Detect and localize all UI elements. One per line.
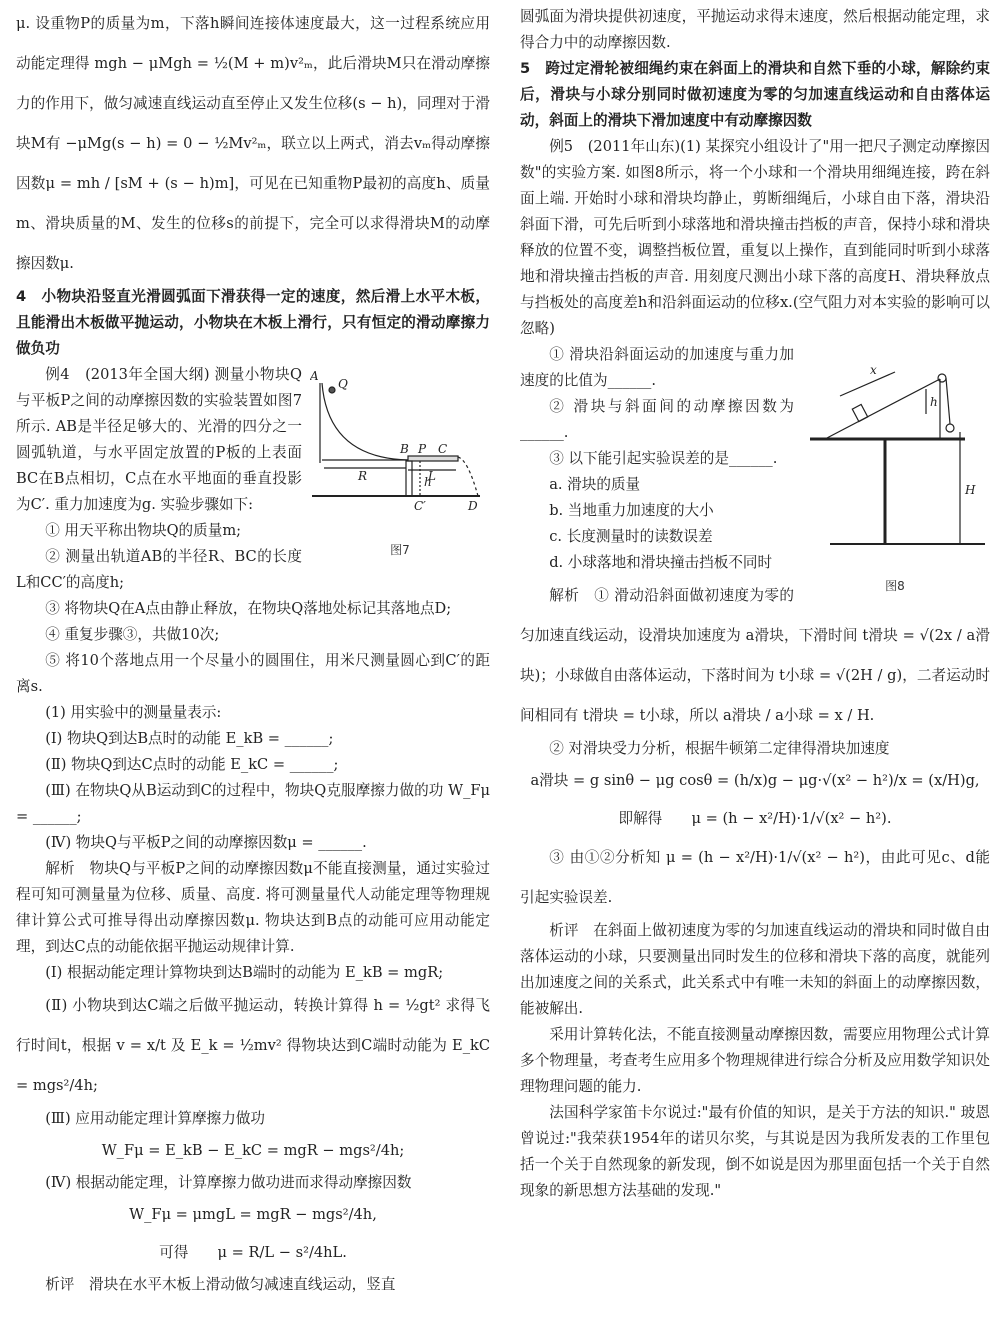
comment-paragraph: 析评 在斜面上做初速度为零的匀加速直线运动的滑块和同时做自由落体运动的小球，只要测量出同时发生的位移和滑块下落的高度，就能列出加速度之间的关系式，此关系式中有唯一未知的斜面上的动摩擦因数，能被解出. (520, 922, 990, 1017)
question-item: ① 滑块沿斜面运动的加速度与重力加速度的比值为______. (520, 346, 794, 389)
option-item: b. 当地重力加速度的大小 (549, 502, 714, 519)
answer-4: (Ⅳ) 根据动能定理，计算摩擦力做功进而求得动摩擦因数 (45, 1174, 412, 1191)
answer-5-label: 可得 (159, 1244, 189, 1261)
right-column (520, 4, 990, 1204)
left-paragraph-intro: μ. 设重物P的质量为m，下落h瞬间连接体速度最大，这一过程系统应用动能定理得 mgh − μMgh = ½(M + m)v²ₘ，此后滑块M只在滑动摩擦力的作用下，做匀减速直线运动直至停止又发生位移(s − h)，同理对于滑块M有 −μMg(s − h) = 0 − ½Mv²ₘ，联立以上两式，消去vₘ得动摩擦因数μ = mh / [sM + (s − h)m]，可见在已知重物P最初的高度h、质量m、滑块质量的M、发生的位移s的前提下，完全可以求得滑块M的动摩擦因数μ. (16, 15, 490, 272)
analysis-part-2b (520, 800, 990, 838)
quote-paragraph: 法国科学家笛卡尔说过:"最有价值的知识，是关于方法的知识." 玻恩曾说过:"我荣获1954年的诺贝尔奖，与其说是因为我所发表的工作里包括一个关于自然现象的新发现，倒不如说是因为那里面包括一个关于自然现象的新思想方法基础的发现." (520, 1104, 990, 1199)
answer-3: (Ⅲ) 应用动能定理计算摩擦力做功 (45, 1110, 266, 1127)
svg-text:x: x (870, 363, 877, 377)
svg-text:C: C (438, 442, 448, 456)
analysis-paragraph: 解析 物块Q与平板P之间的动摩擦因数μ不能直接测量，通过实验过程可知可测量量为位移、质量、高度. 将可测量量代人动能定理等物理规律计算公式可推导得出动摩擦因数μ. 物块达到B点的动能可应用动能定理，到达C点的动能依据平抛运动规律计算. (16, 860, 490, 955)
svg-text:Q: Q (338, 377, 348, 391)
comment-start: 析评 滑块在水平木板上滑动做匀减速直线运动，竖直 (45, 1276, 396, 1293)
svg-text:R: R (358, 469, 368, 483)
svg-text:L: L (428, 469, 436, 483)
svg-text:P: P (418, 442, 427, 456)
left-column (16, 4, 490, 1298)
question-item: (Ⅳ) 物块Q与平板P之间的动摩擦因数μ = ______. (45, 834, 367, 851)
figure-8-diagram (800, 344, 990, 564)
answer-1: (Ⅰ) 根据动能定理计算物块到达B端时的动能为 E_kB = mgR; (45, 964, 444, 981)
example-5-text: 例5 (2011年山东)(1) 某探究小组设计了"用一把尺子测定动摩擦因数"的实验方案. 如图8所示，将一个小球和一个滑块用细绳连接，跨在斜面上端. 开始时小球和滑块均静止，剪断细绳后，小球自由下落，滑块沿斜面下滑，可先后听到小球落地和滑块撞击挡板的声音，保持小球和滑块释放的位置不变，调整挡板位置，重复以上操作，直到能同时听到小球落地和滑块撞击挡板的声音. 用刻度尺测出小球下落的高度H、滑块释放点与挡板处的高度差h和沿斜面运动的位移x.(空气阻力对本实验的影响可以忽略) (520, 138, 990, 337)
question-item: (Ⅱ) 物块Q到达C点时的动能 E_kC = ______; (45, 756, 339, 773)
analysis-part-3: ③ 由①②分析知 μ = (h − x²/H)·1/√(x² − h²)，由此可见c、d能引起实验误差. (520, 849, 990, 906)
answer-2: (Ⅱ) 小物块到达C端之后做平抛运动，转换计算得 h = ½gt² 求得飞行时间t，根据 v = x/t 及 E_k = ½mv² 得物块达到C端时动能为 E_kC = mgs²/4h; (16, 997, 490, 1094)
figure-8 (800, 344, 990, 599)
svg-text:H: H (965, 483, 976, 497)
question-item: (Ⅰ) 物块Q到达B点时的动能 E_kB = ______; (45, 730, 334, 747)
step-item: ④ 重复步骤③，共做10次; (45, 626, 220, 643)
answer-5-formula: μ = R/L − s²/4hL. (217, 1244, 347, 1261)
figure-7-diagram (310, 368, 490, 528)
analysis-part-2b-label: 即解得 (618, 810, 663, 827)
question-item: ② 滑块与斜面间的动摩擦因数为______. (520, 398, 794, 441)
step-item: ⑤ 将10个落地点用一个尽量小的圆围住，用米尺测量圆心到C′的距离s. (16, 652, 490, 695)
figure-7-caption: 图7 (390, 543, 410, 557)
example-4-text: 例4 (2013年全国大纲) 测量小物块Q与平板P之间的动摩擦因数的实验装置如图7所示. AB是半径足够大的、光滑的四分之一圆弧轨道，与水平固定放置的P板的上表面BC在B点相切，C点在水平地面的垂直投影为C′. 重力加速度为g. 实验步骤如下: (16, 366, 302, 513)
right-paragraph-continued: 圆弧面为滑块提供初速度，平抛运动求得末速度，然后根据动能定理，求得合力中的动摩擦因数. (520, 8, 990, 51)
analysis-part-2b-formula: μ = (h − x²/H)·1/√(x² − h²). (691, 810, 892, 827)
option-item: a. 滑块的质量 (549, 476, 641, 493)
step-item: ① 用天平称出物块Q的质量m; (45, 522, 242, 539)
step-item: ② 测量出轨道AB的半径R、BC的长度L和CC′的高度h; (16, 548, 302, 591)
figure-8-caption: 图8 (885, 579, 905, 593)
answer-4-equation: W_Fμ = μmgL = mgR − mgs²/4h, (129, 1206, 377, 1223)
question-item: (Ⅲ) 在物块Q从B运动到C的过程中，物块Q克服摩擦力做的功 W_Fμ = ______; (16, 782, 490, 825)
figure-7 (310, 368, 490, 563)
option-item: d. 小球落地和滑块撞击挡板不同时 (549, 554, 773, 571)
svg-text:h: h (930, 395, 938, 409)
analysis-part-2-equation: a滑块 = g sinθ − μg cosθ = (h/x)g − μg·√(x² − h²)/x = (x/H)g, (530, 772, 980, 789)
method-paragraph: 采用计算转化法，不能直接测量动摩擦因数，需要应用物理公式计算多个物理量，考查考生应用多个物理规律进行综合分析及应用数学知识处理物理问题的能力. (520, 1026, 990, 1095)
svg-text:A: A (310, 369, 319, 383)
analysis-part-1: 解析 ① 滑动沿斜面做初速度为零的匀加速直线运动，设滑块加速度为 a滑块，下滑时间 t滑块 = √(2x / a滑块)；小球做自由落体运动，下落时间为 t小球 = √(2H / g)，二者运动时间相同有 t滑块 = t小球，所以 a滑块 / a小球 = x / H. (520, 587, 990, 724)
answer-5-equation (16, 1234, 490, 1272)
svg-text:B: B (400, 442, 409, 456)
answer-3-equation: W_Fμ = E_kB − E_kC = mgR − mgs²/4h; (101, 1142, 405, 1159)
svg-text:D: D (468, 499, 478, 513)
section-heading-5: 5 跨过定滑轮被细绳约束在斜面上的滑块和自然下垂的小球，解除约束后，滑块与小球分别同时做初速度为零的匀加速直线运动和自由落体运动，斜面上的滑块下滑加速度中有动摩擦因数 (520, 60, 990, 129)
svg-text:C′: C′ (414, 499, 426, 513)
section-heading-4: 4 小物块沿竖直光滑圆弧面下滑获得一定的速度，然后滑上水平木板，且能滑出木板做平抛运动，小物块在木板上滑行，只有恒定的滑动摩擦力做负功 (16, 288, 490, 357)
svg-text:h: h (424, 475, 432, 489)
question-item: ③ 以下能引起实验误差的是______. (549, 450, 778, 467)
step-item: ③ 将物块Q在A点由静止释放，在物块Q落地处标记其落地点D; (45, 600, 452, 617)
analysis-part-2: ② 对滑块受力分析，根据牛顿第二定律得滑块加速度 (549, 740, 890, 757)
option-item: c. 长度测量时的读数误差 (549, 528, 713, 545)
question-1-intro: (1) 用实验中的测量量表示: (45, 704, 222, 721)
